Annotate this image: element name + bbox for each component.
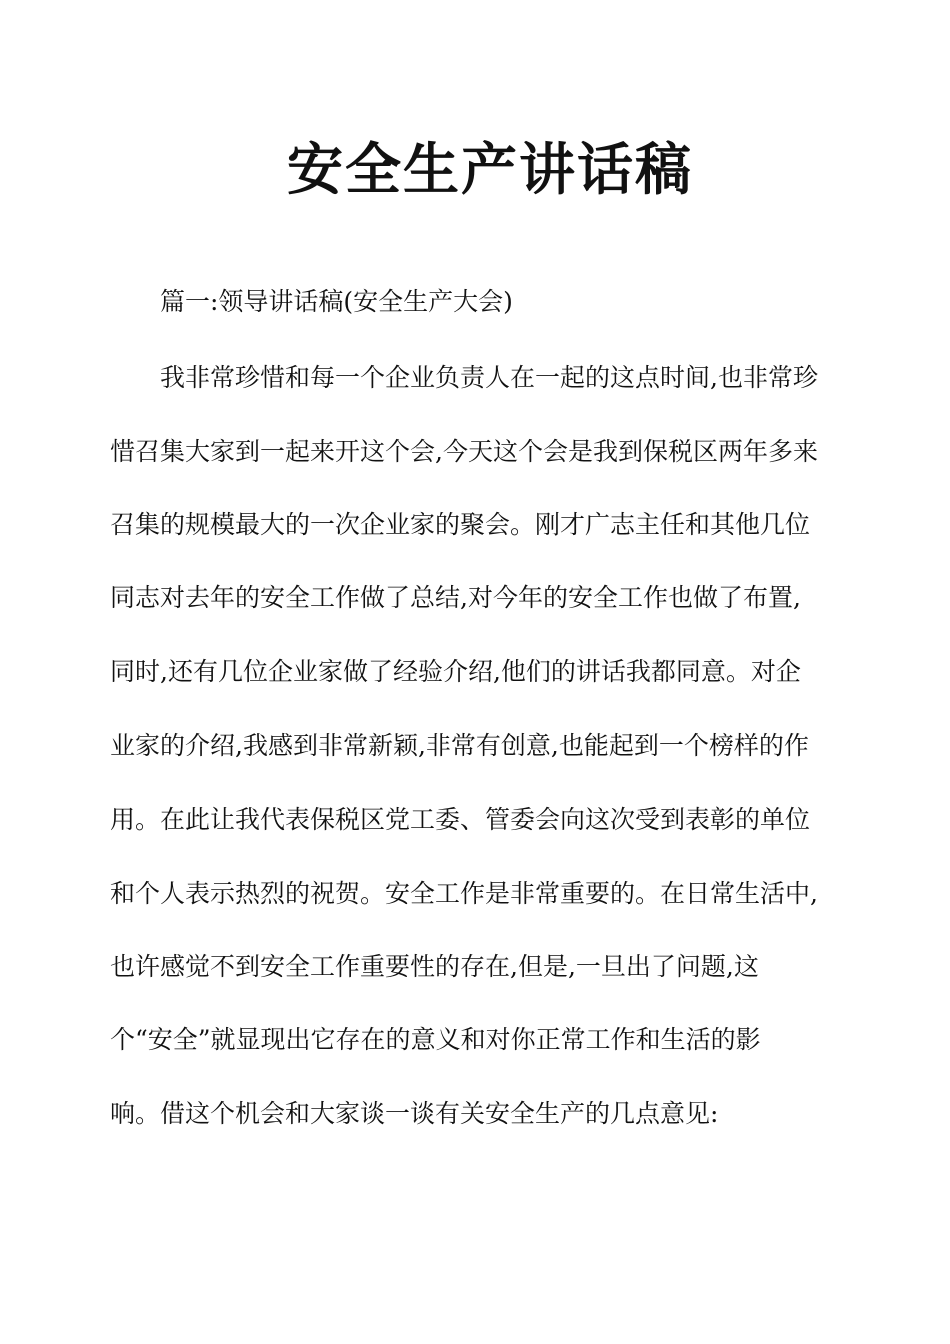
body-line: 惜召集大家到一起来开这个会,今天这个会是我到保税区两年多来 <box>110 437 818 466</box>
body-line: 业家的介绍,我感到非常新颖,非常有创意,也能起到一个榜样的作 <box>110 731 809 760</box>
section-heading: 篇一:领导讲话稿(安全生产大会) <box>160 287 513 316</box>
body-line: 用。在此让我代表保税区党工委、管委会向这次受到表彰的单位 <box>110 805 811 834</box>
body-line: 同时,还有几位企业家做了经验介绍,他们的讲话我都同意。对企 <box>110 657 801 686</box>
document-title: 安全生产讲话稿 <box>287 138 693 203</box>
body-line: 召集的规模最大的一次企业家的聚会。刚才广志主任和其他几位 <box>110 510 811 539</box>
body-line: 同志对去年的安全工作做了总结,对今年的安全工作也做了布置, <box>110 583 801 612</box>
body-line: 响。借这个机会和大家谈一谈有关安全生产的几点意见: <box>110 1099 719 1128</box>
body-line: 个“安全”就显现出它存在的意义和对你正常工作和生活的影 <box>110 1025 761 1054</box>
body-line: 和个人表示热烈的祝贺。安全工作是非常重要的。在日常生活中, <box>110 879 818 908</box>
body-line: 我非常珍惜和每一个企业负责人在一起的这点时间,也非常珍 <box>160 363 818 392</box>
body-line: 也许感觉不到安全工作重要性的存在,但是,一旦出了问题,这 <box>110 952 759 981</box>
